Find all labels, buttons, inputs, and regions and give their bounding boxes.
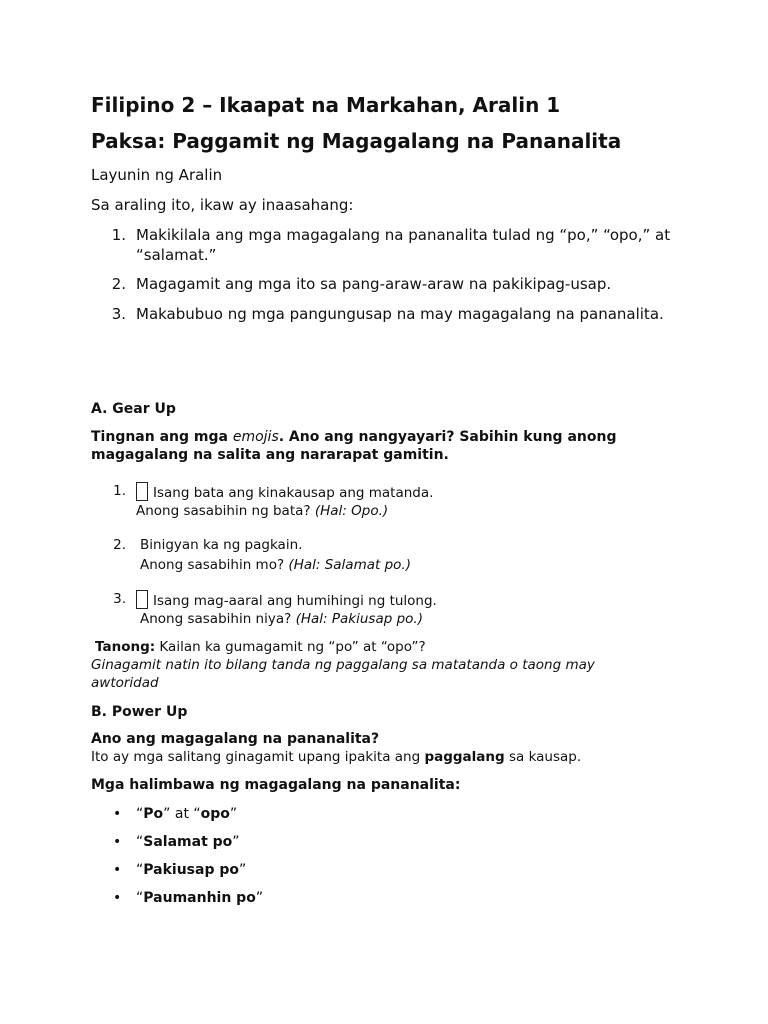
example-answer: (Hal: Pakiusap po.) bbox=[295, 611, 423, 627]
question-text: Anong sasabihin ng bata? bbox=[136, 503, 315, 519]
item-question bbox=[140, 556, 411, 574]
examples-heading: Mga halimbawa ng magagalang na pananalita: bbox=[91, 777, 461, 793]
objective-text-line2: “salamat.” bbox=[136, 246, 217, 264]
instruction-text: Tingnan ang mga bbox=[91, 429, 233, 445]
instruction-emphasis: emojis bbox=[232, 429, 279, 445]
example-text: “Paumanhin po” bbox=[136, 890, 264, 906]
question-block bbox=[95, 638, 426, 656]
bullet-icon: • bbox=[113, 890, 122, 906]
bullet-icon: • bbox=[113, 806, 122, 822]
definition-keyword: paggalang bbox=[424, 749, 505, 765]
example-answer: (Hal: Salamat po.) bbox=[288, 557, 411, 573]
power-up-definition bbox=[91, 748, 581, 766]
item-description: Isang mag-aaral ang humihingi ng tulong. bbox=[153, 593, 437, 609]
instruction-text: . Ano ang nangyayari? Sabihin kung anong bbox=[278, 429, 617, 445]
objectives-heading: Layunin ng Aralin bbox=[91, 166, 223, 184]
item-number: 1. bbox=[113, 483, 126, 499]
power-up-heading: B. Power Up bbox=[91, 704, 188, 720]
item-question bbox=[136, 502, 388, 520]
gear-up-instruction-line2: magagalang na salita ang nararapat gamitin. bbox=[91, 447, 449, 463]
objective-number: 3. bbox=[111, 305, 126, 323]
definition-text: sa kausap. bbox=[504, 749, 582, 765]
example-text: “Pakiusap po” bbox=[136, 862, 247, 878]
page-subtitle: Paksa: Paggamit ng Magagalang na Pananalita bbox=[91, 129, 622, 153]
objective-number: 2. bbox=[111, 275, 126, 293]
objective-text: Makabubuo ng mga pangungusap na may magagalang na pananalita. bbox=[136, 305, 664, 323]
question-text: Anong sasabihin niya? bbox=[140, 611, 296, 627]
example-text: “Salamat po” bbox=[136, 834, 240, 850]
objective-text: Magagamit ang mga ito sa pang-araw-araw na pakikipag-usap. bbox=[136, 275, 612, 293]
item-number: 2. bbox=[113, 537, 126, 553]
bullet-icon: • bbox=[113, 862, 122, 878]
answer-line1: Ginagamit natin ito bilang tanda ng paggalang sa matatanda o taong may bbox=[91, 657, 595, 673]
gear-up-instruction bbox=[91, 428, 616, 446]
power-up-question: Ano ang magagalang na pananalita? bbox=[91, 731, 380, 747]
item-text bbox=[136, 590, 437, 610]
objectives-intro: Sa araling ito, ikaw ay inaasahang: bbox=[91, 196, 354, 214]
objective-text-line1: Makikilala ang mga magagalang na pananalita tulad ng “po,” “opo,” at bbox=[136, 226, 671, 244]
missing-emoji-icon bbox=[136, 482, 148, 501]
objective-number: 1. bbox=[111, 226, 126, 244]
item-number: 3. bbox=[113, 591, 126, 607]
page-title: Filipino 2 – Ikaapat na Markahan, Aralin 1 bbox=[91, 93, 561, 117]
question-text: Anong sasabihin mo? bbox=[140, 557, 289, 573]
missing-emoji-icon bbox=[136, 590, 148, 609]
example-answer: (Hal: Opo.) bbox=[314, 503, 389, 519]
gear-up-heading: A. Gear Up bbox=[91, 401, 176, 417]
question-text: Kailan ka gumagamit ng “po” at “opo”? bbox=[155, 639, 426, 655]
item-description: Binigyan ka ng pagkain. bbox=[140, 537, 303, 553]
definition-text: Ito ay mga salitang ginagamit upang ipakita ang bbox=[91, 749, 425, 765]
answer-line2: awtoridad bbox=[91, 675, 159, 691]
bullet-icon: • bbox=[113, 834, 122, 850]
question-label: Tanong: bbox=[95, 639, 156, 655]
item-description: Isang bata ang kinakausap ang matanda. bbox=[153, 485, 434, 501]
item-text bbox=[136, 482, 433, 502]
example-text: “Po” at “opo” bbox=[136, 806, 238, 822]
item-question bbox=[140, 610, 423, 628]
